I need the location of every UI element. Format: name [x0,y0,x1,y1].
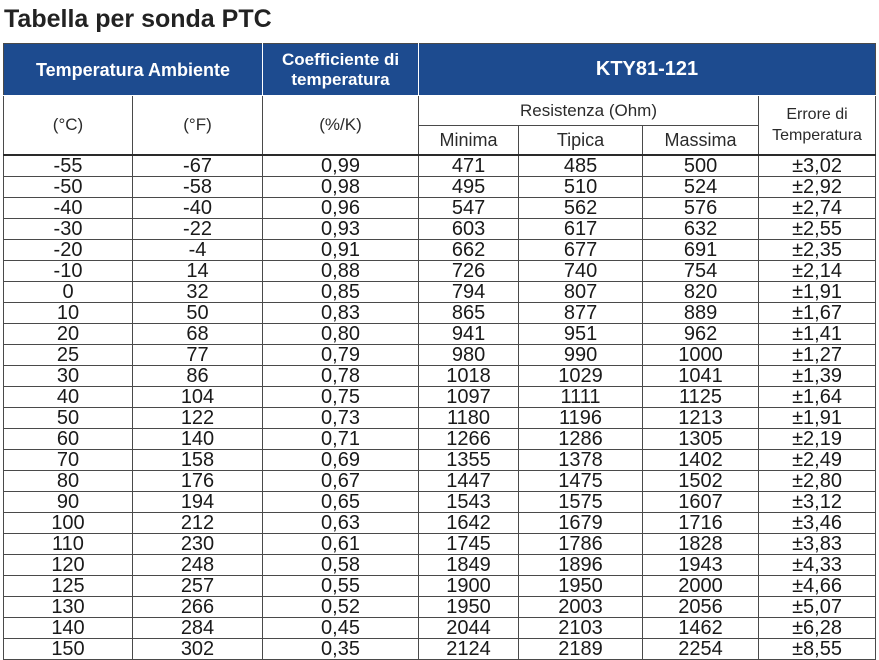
table-row [4,408,876,429]
cell-max: 820 [643,282,759,303]
cell-min: 1180 [419,408,519,429]
cell-min: 1642 [419,513,519,534]
cell-max: 1828 [643,534,759,555]
page-title: Tabella per sonda PTC [4,5,272,33]
cell-error: ±3,83 [759,534,876,555]
cell-typ: 1679 [519,513,643,534]
cell-max: 1213 [643,408,759,429]
cell-error: ±4,66 [759,576,876,597]
table-row [4,366,876,387]
cell-coefficient: 0,69 [263,450,419,471]
cell-fahrenheit: 50 [133,303,263,324]
cell-celsius: -20 [4,240,133,261]
header-sensor-model: KTY81-121 [419,44,876,96]
cell-typ: 740 [519,261,643,282]
cell-fahrenheit: 122 [133,408,263,429]
cell-coefficient: 0,96 [263,198,419,219]
table-row [4,324,876,345]
cell-fahrenheit: 194 [133,492,263,513]
table-row [4,639,876,660]
cell-celsius: 40 [4,387,133,408]
cell-coefficient: 0,79 [263,345,419,366]
cell-typ: 677 [519,240,643,261]
cell-coefficient: 0,35 [263,639,419,660]
cell-typ: 510 [519,177,643,198]
cell-error: ±1,91 [759,408,876,429]
cell-max: 1943 [643,555,759,576]
cell-min: 2044 [419,618,519,639]
cell-fahrenheit: 14 [133,261,263,282]
cell-error: ±6,28 [759,618,876,639]
cell-celsius: 120 [4,555,133,576]
cell-error: ±2,74 [759,198,876,219]
cell-error: ±8,55 [759,639,876,660]
cell-error: ±1,27 [759,345,876,366]
cell-error: ±3,02 [759,155,876,177]
cell-max: 524 [643,177,759,198]
cell-min: 941 [419,324,519,345]
cell-min: 1018 [419,366,519,387]
cell-coefficient: 0,80 [263,324,419,345]
subheader-typ: Tipica [519,126,643,156]
cell-coefficient: 0,91 [263,240,419,261]
cell-max: 691 [643,240,759,261]
cell-coefficient: 0,73 [263,408,419,429]
cell-max: 576 [643,198,759,219]
cell-coefficient: 0,93 [263,219,419,240]
cell-error: ±3,12 [759,492,876,513]
subheader-celsius: (°C) [4,96,133,156]
cell-celsius: 70 [4,450,133,471]
cell-celsius: 110 [4,534,133,555]
cell-celsius: -40 [4,198,133,219]
cell-coefficient: 0,67 [263,471,419,492]
cell-coefficient: 0,65 [263,492,419,513]
table-row [4,303,876,324]
cell-typ: 617 [519,219,643,240]
cell-typ: 807 [519,282,643,303]
cell-min: 1849 [419,555,519,576]
table-row [4,387,876,408]
cell-min: 547 [419,198,519,219]
cell-celsius: -50 [4,177,133,198]
cell-celsius: 140 [4,618,133,639]
cell-fahrenheit: 257 [133,576,263,597]
table-row [4,618,876,639]
cell-error: ±2,55 [759,219,876,240]
cell-max: 1125 [643,387,759,408]
cell-min: 1745 [419,534,519,555]
cell-typ: 2003 [519,597,643,618]
cell-celsius: 100 [4,513,133,534]
table-row [4,345,876,366]
cell-min: 1355 [419,450,519,471]
cell-error: ±1,64 [759,387,876,408]
cell-max: 2000 [643,576,759,597]
cell-max: 1402 [643,450,759,471]
cell-fahrenheit: 86 [133,366,263,387]
cell-typ: 1950 [519,576,643,597]
cell-min: 865 [419,303,519,324]
subheader-fahrenheit: (°F) [133,96,263,156]
cell-min: 1447 [419,471,519,492]
cell-celsius: 80 [4,471,133,492]
cell-typ: 1475 [519,471,643,492]
cell-coefficient: 0,88 [263,261,419,282]
subheader-min: Minima [419,126,519,156]
cell-error: ±1,67 [759,303,876,324]
cell-min: 471 [419,155,519,177]
cell-celsius: 125 [4,576,133,597]
cell-typ: 951 [519,324,643,345]
cell-coefficient: 0,78 [263,366,419,387]
cell-error: ±5,07 [759,597,876,618]
ptc-table [3,43,876,660]
header-coefficient: Coefficiente di temperatura [263,44,419,96]
cell-celsius: 30 [4,366,133,387]
table-row [4,555,876,576]
cell-error: ±2,14 [759,261,876,282]
cell-typ: 1111 [519,387,643,408]
cell-celsius: 130 [4,597,133,618]
cell-coefficient: 0,71 [263,429,419,450]
subheader-error: Errore di Temperatura [759,96,876,156]
table-row [4,429,876,450]
cell-typ: 2189 [519,639,643,660]
cell-error: ±4,33 [759,555,876,576]
cell-celsius: 150 [4,639,133,660]
subheader-max: Massima [643,126,759,156]
table-row [4,597,876,618]
cell-coefficient: 0,83 [263,303,419,324]
cell-min: 2124 [419,639,519,660]
cell-typ: 1896 [519,555,643,576]
cell-fahrenheit: -40 [133,198,263,219]
table-row [4,261,876,282]
cell-typ: 877 [519,303,643,324]
cell-celsius: -30 [4,219,133,240]
cell-coefficient: 0,99 [263,155,419,177]
table-row [4,240,876,261]
cell-fahrenheit: -4 [133,240,263,261]
cell-fahrenheit: 77 [133,345,263,366]
table-row [4,177,876,198]
cell-typ: 1286 [519,429,643,450]
cell-max: 962 [643,324,759,345]
cell-max: 1716 [643,513,759,534]
cell-max: 1305 [643,429,759,450]
cell-fahrenheit: 230 [133,534,263,555]
table-row [4,492,876,513]
subheader-percent-k: (%/K) [263,96,419,156]
cell-error: ±2,49 [759,450,876,471]
cell-fahrenheit: 68 [133,324,263,345]
cell-celsius: 25 [4,345,133,366]
cell-min: 726 [419,261,519,282]
cell-min: 1950 [419,597,519,618]
cell-coefficient: 0,58 [263,555,419,576]
cell-fahrenheit: 32 [133,282,263,303]
cell-typ: 1786 [519,534,643,555]
cell-coefficient: 0,75 [263,387,419,408]
table-row [4,513,876,534]
cell-max: 2056 [643,597,759,618]
cell-min: 495 [419,177,519,198]
cell-typ: 2103 [519,618,643,639]
cell-celsius: 50 [4,408,133,429]
cell-min: 1097 [419,387,519,408]
header-temp-ambient: Temperatura Ambiente [4,44,263,96]
cell-max: 2254 [643,639,759,660]
cell-celsius: -10 [4,261,133,282]
cell-error: ±1,91 [759,282,876,303]
cell-typ: 1575 [519,492,643,513]
cell-coefficient: 0,85 [263,282,419,303]
cell-min: 1543 [419,492,519,513]
cell-typ: 1029 [519,366,643,387]
cell-min: 1900 [419,576,519,597]
cell-max: 632 [643,219,759,240]
cell-error: ±1,39 [759,366,876,387]
cell-typ: 1378 [519,450,643,471]
cell-celsius: 90 [4,492,133,513]
cell-max: 1502 [643,471,759,492]
table-row [4,198,876,219]
cell-min: 980 [419,345,519,366]
cell-fahrenheit: -67 [133,155,263,177]
cell-fahrenheit: 302 [133,639,263,660]
header-row [4,44,876,96]
cell-fahrenheit: -22 [133,219,263,240]
table-row [4,576,876,597]
cell-min: 1266 [419,429,519,450]
cell-celsius: 0 [4,282,133,303]
cell-min: 662 [419,240,519,261]
cell-coefficient: 0,98 [263,177,419,198]
cell-error: ±2,92 [759,177,876,198]
cell-error: ±2,19 [759,429,876,450]
cell-min: 603 [419,219,519,240]
cell-fahrenheit: 176 [133,471,263,492]
cell-error: ±2,35 [759,240,876,261]
cell-typ: 562 [519,198,643,219]
cell-fahrenheit: 140 [133,429,263,450]
cell-max: 1041 [643,366,759,387]
cell-fahrenheit: 158 [133,450,263,471]
cell-fahrenheit: 212 [133,513,263,534]
cell-fahrenheit: 104 [133,387,263,408]
cell-error: ±1,41 [759,324,876,345]
cell-celsius: 10 [4,303,133,324]
table-body [4,155,876,660]
cell-error: ±2,80 [759,471,876,492]
cell-celsius: -55 [4,155,133,177]
cell-fahrenheit: 248 [133,555,263,576]
cell-coefficient: 0,55 [263,576,419,597]
cell-max: 1462 [643,618,759,639]
table-row [4,534,876,555]
cell-max: 754 [643,261,759,282]
cell-max: 889 [643,303,759,324]
cell-typ: 485 [519,155,643,177]
subheader-resistance: Resistenza (Ohm) [419,96,759,126]
cell-coefficient: 0,61 [263,534,419,555]
table-row [4,219,876,240]
cell-celsius: 60 [4,429,133,450]
cell-fahrenheit: 266 [133,597,263,618]
table-row [4,155,876,177]
cell-coefficient: 0,52 [263,597,419,618]
cell-max: 500 [643,155,759,177]
cell-max: 1607 [643,492,759,513]
cell-min: 794 [419,282,519,303]
cell-coefficient: 0,63 [263,513,419,534]
table-row [4,471,876,492]
table-row [4,282,876,303]
cell-fahrenheit: 284 [133,618,263,639]
table-row [4,450,876,471]
cell-error: ±3,46 [759,513,876,534]
subheader-row-1 [4,96,876,126]
cell-max: 1000 [643,345,759,366]
cell-typ: 990 [519,345,643,366]
cell-celsius: 20 [4,324,133,345]
cell-typ: 1196 [519,408,643,429]
cell-fahrenheit: -58 [133,177,263,198]
cell-coefficient: 0,45 [263,618,419,639]
